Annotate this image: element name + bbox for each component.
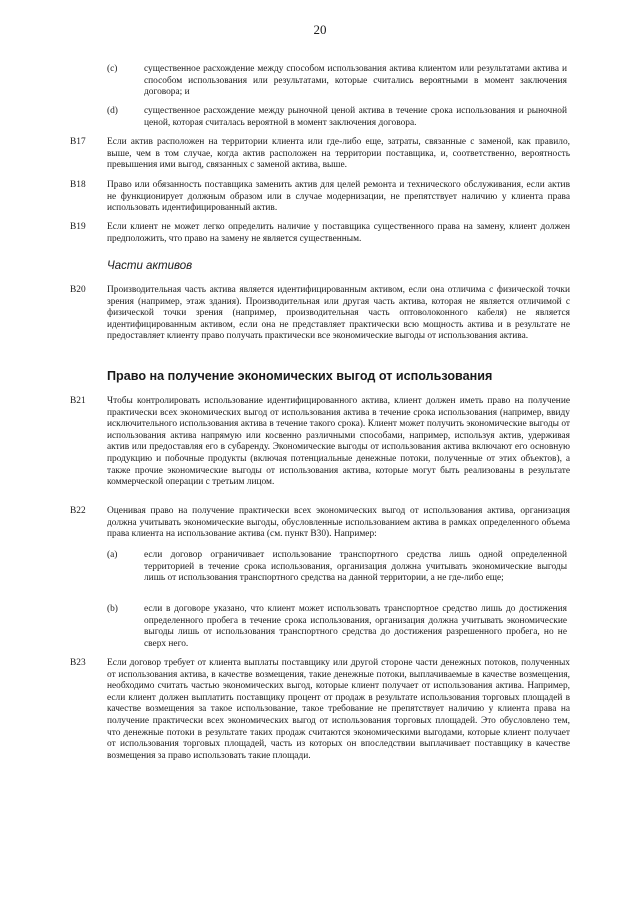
section-heading-parts: Части активов xyxy=(107,260,193,272)
paragraph-b19 xyxy=(70,222,570,245)
paragraph-text: Чтобы контролировать использование идентифицированного актива, клиент должен иметь право на получение практически всех экономических выгод от использования актива в течение срока использования (например, ввиду исключительного использования актива в течение такого срока). Клиент может получить экономические выгоды от использования актива напрямую или косвенно различными способами, например, используя актив, удерживая актив или предоставляя его в субаренду. Экономические выгоды от использования актива включают его основную продукцию и побочные продукты (включая потенциальные денежные потоки, полученные от этих объектов), а также прочие экономические выгоды от использования актива, которые могут быть реализованы в результате коммерческой операции с третьим лицом. xyxy=(107,396,570,488)
list-item-text: существенное расхождение между способом использования актива клиентом или результатами актива и способом использования или результатами, которые считались вероятными в момент заключения договора; и xyxy=(144,64,567,98)
b22-item-b xyxy=(107,604,567,650)
list-item-d xyxy=(107,106,567,129)
list-item-label: (c) xyxy=(107,64,118,74)
paragraph-b23 xyxy=(70,658,570,762)
paragraph-b18 xyxy=(70,180,570,215)
paragraph-b22 xyxy=(70,506,570,541)
paragraph-text: Право или обязанность поставщика заменить актив для целей ремонта и технического обслуживания, если актив не функционирует должным образом или в случае модернизации, не препятствует наличию у клиента права использовать идентифицированный актив. xyxy=(107,180,570,214)
paragraph-number: B23 xyxy=(70,658,86,668)
paragraph-number: B18 xyxy=(70,180,86,190)
paragraph-b17 xyxy=(70,137,570,172)
paragraph-number: B20 xyxy=(70,285,86,295)
paragraph-b21 xyxy=(70,396,570,489)
paragraph-number: B22 xyxy=(70,506,86,516)
list-item-text: если в договоре указано, что клиент может использовать транспортное средство лишь до достижения определенного пробега в течение срока использования, организация должна учитывать экономические выгоды лишь от использования транспортного средства до достижения разрешенного пробега, но не сверх него. xyxy=(144,604,567,649)
paragraph-text: Если актив расположен на территории клиента или где-либо еще, затраты, связанные с заменой, как правило, выше, чем в том случае, когда актив расположен на территории поставщика, и, соответственно, вероятность превышения ими выгод, связанных с заменой актива, выше. xyxy=(107,137,570,171)
paragraph-number: B17 xyxy=(70,137,86,147)
page-number: 20 xyxy=(313,22,327,37)
list-item-text: существенное расхождение между рыночной ценой актива в течение срока использования и рыночной ценой, которая считалась вероятной в момент заключения договора. xyxy=(144,106,567,128)
list-item-text: если договор ограничивает использование транспортного средства лишь одной определенной территорией в течение срока использования, организация должна учитывать экономические выгоды лишь от использования транспортного средства на данной территории, а не где-либо еще; xyxy=(144,550,567,584)
paragraph-b20 xyxy=(70,285,570,343)
list-item-c xyxy=(107,64,567,99)
list-item-label: (d) xyxy=(107,106,118,116)
paragraph-text: Оценивая право на получение практически всех экономических выгод от использования актива, организация должна учитывать экономические выгоды, обусловленные использованием актива в рамках определенного объема права клиента на использование актива (см. пункт B30). Например: xyxy=(107,506,570,540)
paragraph-text: Производительная часть актива является идентифицированным активом, если она отличима с физической точки зрения (например, этаж здания). Производительная или другая часть актива, которая не является отличимой с физической точки зрения (например, производительная часть оптоволоконного кабеля) не является идентифицированным активом, если она не представляет практически всю мощность актива и в результате не предоставляет клиенту право получать практически все экономические выгоды от использования актива. xyxy=(107,285,570,342)
paragraph-number: B19 xyxy=(70,222,86,232)
paragraph-number: B21 xyxy=(70,396,86,406)
list-item-label: (b) xyxy=(107,604,118,614)
paragraph-text: Если договор требует от клиента выплаты поставщику или другой стороне части денежных потоков, полученных от использования актива, в качестве возмещения, такие денежные потоки, выплачиваемые в качестве возмещения, необходимо считать частью экономических выгод, которые клиент получает от использования актива. Например, если клиент должен выплатить поставщику процент от продаж в результате использования торговых площадей в качестве возмещения за такое использование, такое требование не препятствует наличию у клиента права на получение практически всех экономических выгод от использования торговых площадей. Это обусловлено тем, что денежные потоки в результате таких продаж считаются экономическими выгодами, которые клиент получает от использования торговых площадей, часть из которых он впоследствии выплачивает поставщику в качестве возмещения за право использовать такие площади. xyxy=(107,658,570,761)
list-item-label: (a) xyxy=(107,550,118,560)
paragraph-text: Если клиент не может легко определить наличие у поставщика существенного права на замену, клиент должен предположить, что право на замену не является существенным. xyxy=(107,222,570,244)
section-heading-economic-benefits: Право на получение экономических выгод от использования xyxy=(107,369,493,383)
b22-item-a xyxy=(107,550,567,585)
